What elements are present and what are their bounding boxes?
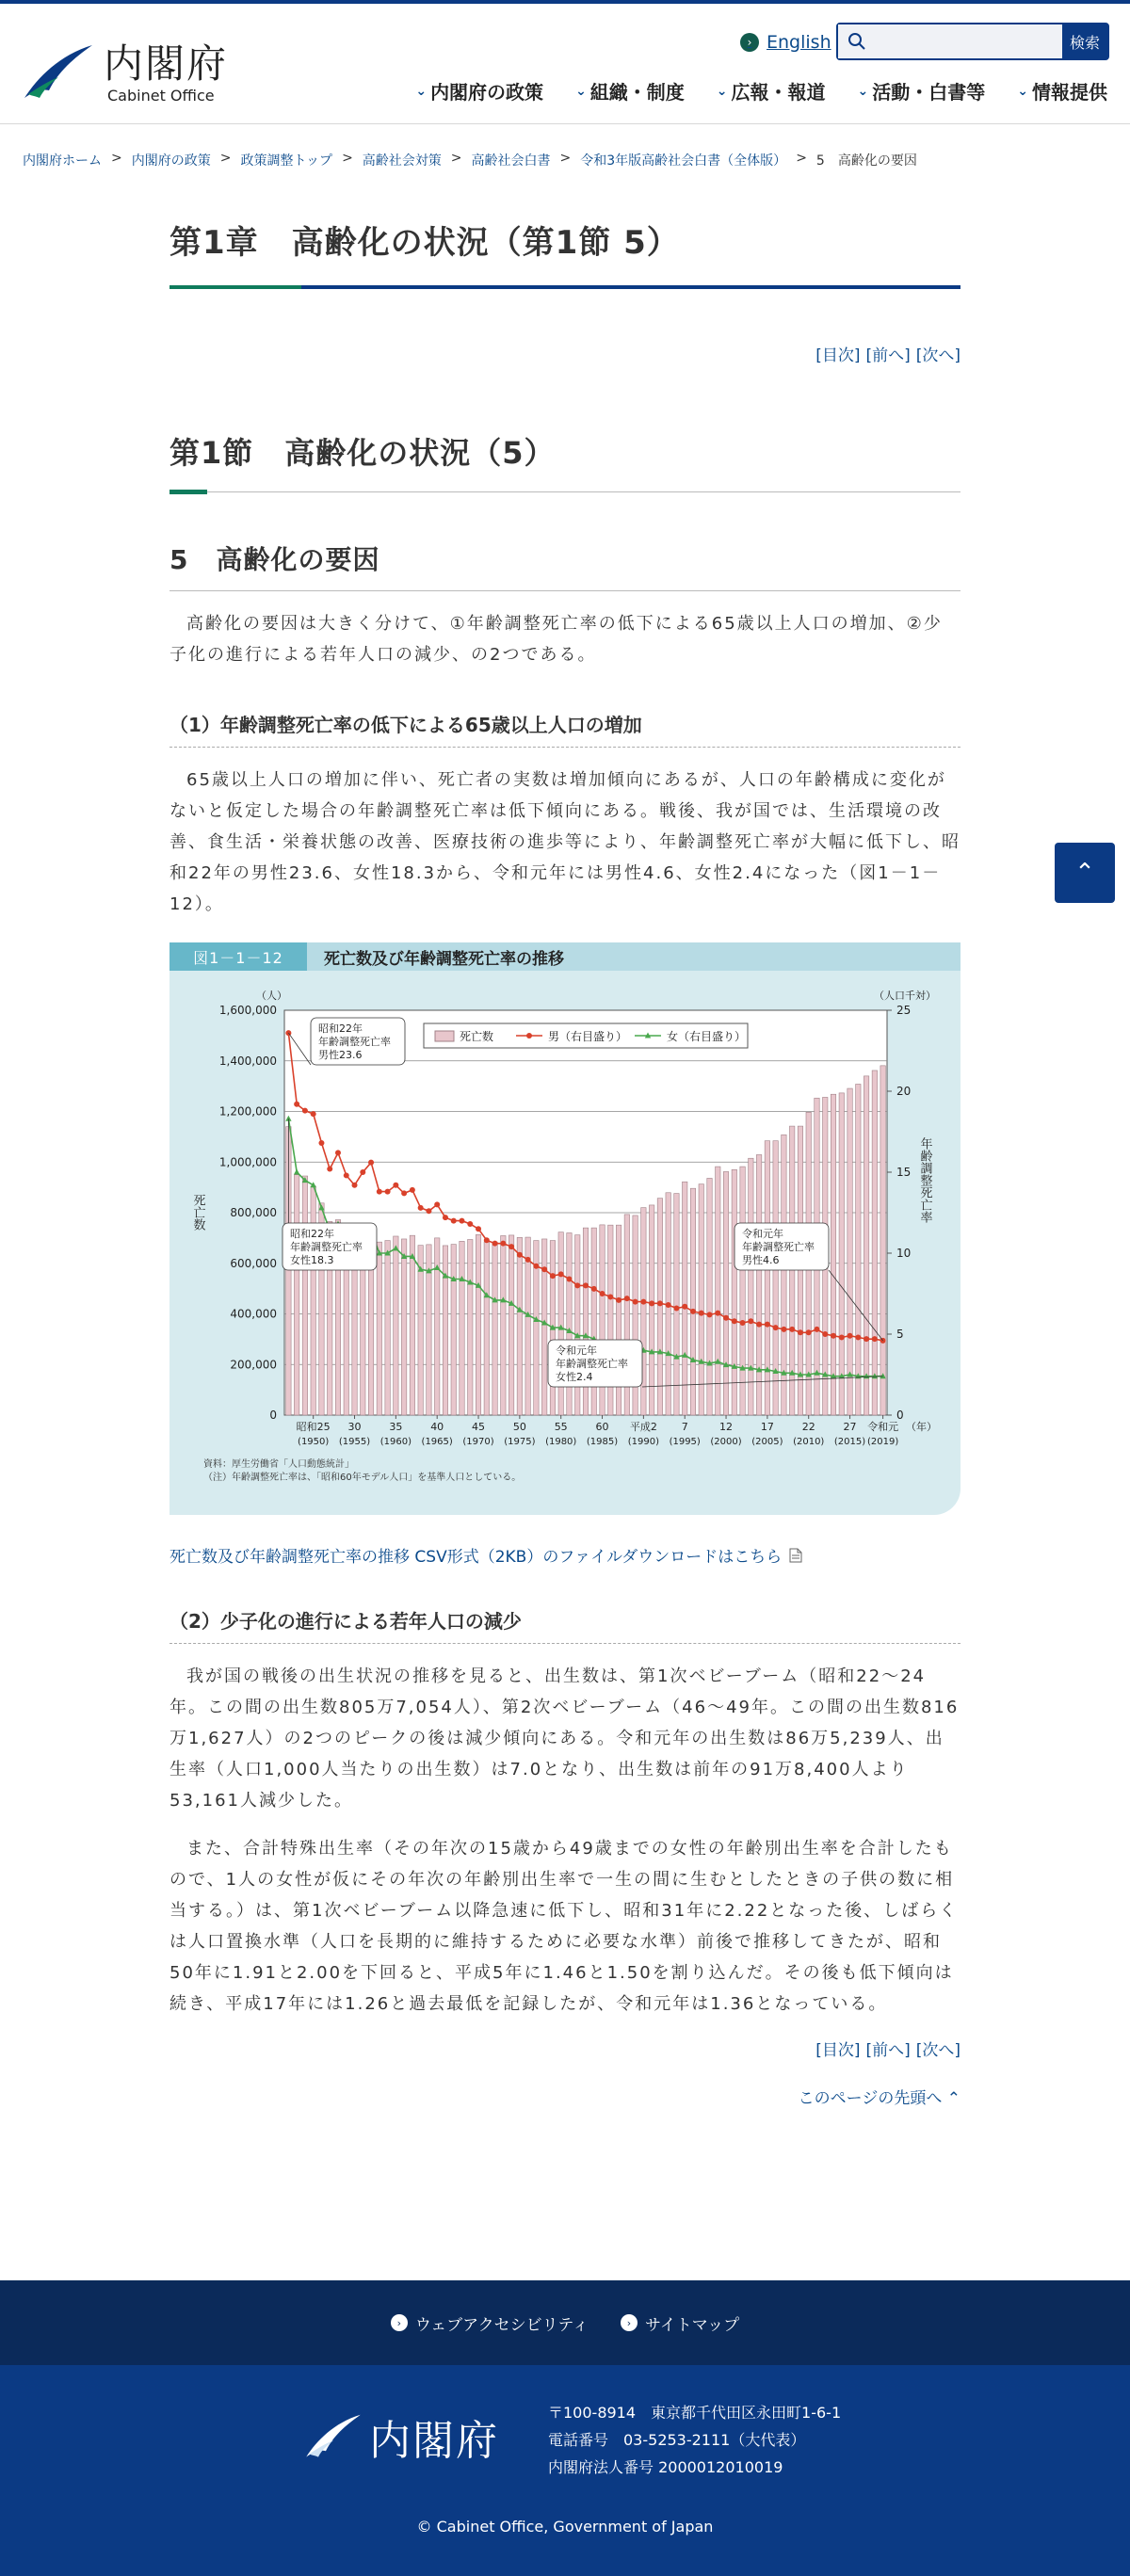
male-rate-point xyxy=(476,1226,481,1232)
x-tick-label-year: (2019) xyxy=(866,1437,899,1447)
annotation-text: 令和元年 xyxy=(556,1344,597,1357)
figure-number: 図1－1－12 xyxy=(170,942,307,971)
chevron-right-icon: › xyxy=(740,33,759,52)
annotation-text: 男性4.6 xyxy=(742,1254,780,1266)
bar-deaths xyxy=(872,1071,877,1415)
nav-item-information[interactable] xyxy=(1017,77,1107,105)
male-rate-point xyxy=(302,1108,308,1114)
annotation-text: 男性23.6 xyxy=(318,1049,363,1061)
footer-phone: 電話番号 03-5253-2111（大代表） xyxy=(548,2431,806,2449)
male-rate-point xyxy=(344,1172,349,1178)
search-icon xyxy=(848,32,866,51)
x-tick-label: 12 xyxy=(719,1421,734,1433)
bar-deaths xyxy=(856,1084,861,1415)
male-rate-point xyxy=(401,1190,407,1196)
male-rate-point xyxy=(666,1302,671,1308)
annotation-text: 年齢調整死亡率 xyxy=(318,1036,391,1048)
bar-deaths xyxy=(649,1205,654,1415)
annotation-text: 年齢調整死亡率 xyxy=(290,1241,363,1253)
male-rate-point xyxy=(864,1336,869,1342)
male-rate-point xyxy=(822,1331,828,1337)
english-link[interactable] xyxy=(740,32,831,53)
male-rate-point xyxy=(814,1327,819,1332)
male-rate-point xyxy=(517,1252,523,1258)
breadcrumb-separator: > xyxy=(342,151,353,166)
male-rate-point xyxy=(616,1297,622,1303)
legend-marker-male xyxy=(526,1033,532,1038)
male-rate-point xyxy=(418,1205,424,1211)
footer-info xyxy=(0,2365,1130,2576)
male-rate-point xyxy=(633,1299,638,1305)
x-tick-label: 45 xyxy=(472,1421,486,1433)
nav-label: 活動・白書等 xyxy=(872,81,986,104)
x-tick-label-year: (1965) xyxy=(421,1437,453,1447)
annotation-text: 年齢調整死亡率 xyxy=(556,1358,628,1370)
male-rate-point xyxy=(806,1329,812,1335)
bar-deaths xyxy=(460,1241,464,1415)
figure-title: 死亡数及び年齢調整死亡率の推移 xyxy=(324,949,564,969)
search-input[interactable] xyxy=(838,24,1062,58)
male-rate-point xyxy=(607,1294,613,1299)
bar-deaths xyxy=(699,1184,703,1415)
global-nav xyxy=(415,77,1107,105)
bar-deaths xyxy=(377,1242,381,1415)
document-icon xyxy=(789,1548,802,1563)
male-rate-point xyxy=(541,1266,547,1272)
footer-corp-number: 内閣府法人番号 2000012010019 xyxy=(548,2458,783,2476)
logo-subtitle: Cabinet Office xyxy=(107,87,215,105)
male-rate-point xyxy=(566,1277,572,1282)
chevron-right-icon: › xyxy=(621,2314,638,2331)
bar-deaths xyxy=(848,1088,852,1415)
y-right-tick-label: 15 xyxy=(896,1166,912,1179)
nav-label: 情報提供 xyxy=(1032,81,1107,104)
male-rate-point xyxy=(393,1183,398,1188)
annotation-text: 昭和22年 xyxy=(290,1228,334,1240)
y-left-tick-label: 1,200,000 xyxy=(218,1104,277,1119)
y-left-tick-label: 800,000 xyxy=(230,1206,277,1219)
bar-deaths xyxy=(410,1235,414,1415)
footer-links xyxy=(0,2280,1130,2365)
x-tick-label-year: (2005) xyxy=(751,1437,783,1447)
figure-note: （注）年齢調整死亡率は、「昭和60年モデル人口」を基準人口としている。 xyxy=(203,1473,522,1483)
footer-logo-text: 内閣府 xyxy=(369,2417,499,2465)
figure-notes xyxy=(203,1458,521,1485)
x-tick-label-year: (2010) xyxy=(793,1437,825,1447)
male-rate-point xyxy=(434,1201,440,1207)
bar-deaths xyxy=(311,1186,315,1415)
chevron-down-icon: ⌄ xyxy=(716,83,728,99)
bar-deaths xyxy=(707,1178,712,1415)
chevron-up-icon: ⌃ xyxy=(946,2089,960,2108)
y-left-unit: （人） xyxy=(256,990,287,1002)
male-rate-point xyxy=(624,1296,630,1301)
next-link[interactable]: [次へ] xyxy=(915,346,960,365)
male-rate-point xyxy=(311,1111,316,1117)
bar-deaths xyxy=(567,1233,572,1416)
nav-label: 広報・報道 xyxy=(731,81,826,104)
toc-link[interactable]: [目次] xyxy=(815,2041,861,2060)
bar-deaths xyxy=(880,1066,885,1415)
item1-heading: （1）年齢調整死亡率の低下による65歳以上人口の増加 xyxy=(170,710,960,748)
x-tick-label-year: (1950) xyxy=(298,1437,330,1447)
bar-deaths xyxy=(394,1236,398,1415)
male-rate-point xyxy=(732,1318,737,1324)
male-rate-point xyxy=(451,1218,457,1224)
male-rate-point xyxy=(492,1241,498,1247)
intro-paragraph: 高齢化の要因は大きく分けて、①年齢調整死亡率の低下による65歳以上人口の増加、②少子化の進行による若年人口の減少、の2つである。 xyxy=(170,614,943,665)
chevron-down-icon: ⌄ xyxy=(415,83,428,99)
back-to-top-link[interactable] xyxy=(799,2089,960,2108)
annotation-text: 年齢調整死亡率 xyxy=(742,1241,815,1253)
bar-deaths xyxy=(558,1232,563,1415)
site-header xyxy=(0,4,1130,124)
legend-label-deaths: 死亡数 xyxy=(460,1030,494,1043)
bar-deaths xyxy=(839,1093,844,1415)
x-tick-label: 17 xyxy=(760,1421,774,1433)
legend-swatch-deaths xyxy=(435,1031,454,1041)
x-tick-label-year: (1975) xyxy=(504,1437,536,1447)
chevron-right-icon: › xyxy=(391,2314,408,2331)
footer-address-block xyxy=(548,2399,841,2481)
breadcrumb-current: 5 高齢化の要因 xyxy=(815,153,917,169)
logo-bird-icon xyxy=(21,40,96,105)
male-rate-point xyxy=(360,1169,365,1175)
male-rate-point xyxy=(715,1311,720,1316)
x-tick-label-year: (1990) xyxy=(627,1437,660,1447)
male-rate-point xyxy=(583,1282,589,1288)
bar-deaths xyxy=(484,1242,489,1415)
chevron-down-icon: ⌄ xyxy=(575,83,587,99)
x-tick-label-year: (1960) xyxy=(379,1437,412,1447)
male-rate-point xyxy=(789,1327,795,1332)
figure-header xyxy=(170,942,960,971)
x-tick-label: 40 xyxy=(430,1421,444,1433)
item2-paragraph-1: 我が国の戦後の出生状況の推移を見ると、出生数は、第1次ベビーブーム（昭和22～24年。この間の出生数805万7,054人）、第2次ベビーブーム（46～49年。この間の出生数816万1,627人）の2つのピークの後は減少傾向にある。令和元年の出生数は86万5,239人、出生率（人口1,000人当たりの出生数）は7.0となり、出生数は前年の91万8,400人より53,161人減少した。 xyxy=(170,1666,960,1811)
subsection-title: 5 高齢化の要因 xyxy=(170,539,960,591)
breadcrumb-link[interactable]: 政策調整トップ xyxy=(240,153,333,169)
bar-deaths xyxy=(674,1194,679,1415)
bar-deaths xyxy=(657,1199,662,1415)
male-rate-point xyxy=(765,1322,770,1328)
male-rate-point xyxy=(377,1189,382,1195)
bar-deaths xyxy=(756,1154,761,1415)
breadcrumb-separator: > xyxy=(796,151,807,166)
nav-label: 内閣府の政策 xyxy=(430,81,544,104)
bar-deaths xyxy=(575,1235,580,1415)
y-left-tick-label: 400,000 xyxy=(230,1307,277,1321)
x-tick-label: 60 xyxy=(595,1421,609,1433)
death-rate-chart xyxy=(179,982,937,1475)
sitemap-link[interactable] xyxy=(621,2311,739,2335)
annotation-text: 令和元年 xyxy=(742,1228,783,1240)
logo-bird-icon xyxy=(303,2410,363,2463)
male-rate-point xyxy=(748,1318,753,1324)
x-tick-label-year: (2015) xyxy=(833,1437,866,1447)
male-rate-point xyxy=(707,1312,713,1317)
male-rate-point xyxy=(831,1333,836,1339)
section-title: 第1節 高齢化の状況（5） xyxy=(170,429,960,492)
breadcrumb-link[interactable]: 高齢社会白書 xyxy=(471,153,551,169)
male-rate-point xyxy=(673,1305,679,1311)
legend-label-female: 女（右目盛り） xyxy=(667,1030,747,1043)
toc-link[interactable]: [目次] xyxy=(815,346,861,365)
male-rate-point xyxy=(285,1030,291,1036)
y-left-tick-label: 1,000,000 xyxy=(218,1155,277,1169)
breadcrumb-link[interactable]: 内閣府ホーム xyxy=(23,153,102,169)
bar-deaths xyxy=(765,1141,769,1415)
male-rate-point xyxy=(872,1336,878,1342)
annotation-text: 女性2.4 xyxy=(556,1371,593,1383)
bar-deaths xyxy=(773,1141,778,1415)
male-rate-point xyxy=(318,1140,324,1146)
bar-deaths xyxy=(864,1076,868,1415)
male-rate-point xyxy=(533,1264,539,1269)
male-rate-point xyxy=(740,1320,746,1326)
bar-deaths xyxy=(682,1182,686,1415)
nav-item-policy[interactable] xyxy=(415,77,543,105)
footer-logo[interactable] xyxy=(303,2407,499,2467)
male-rate-point xyxy=(294,1102,299,1107)
x-tick-label: 平成2 xyxy=(629,1421,657,1433)
bar-deaths xyxy=(732,1169,736,1415)
annotation-text: 昭和22年 xyxy=(318,1022,363,1035)
x-tick-label: 27 xyxy=(843,1421,857,1433)
y-right-tick-label: 10 xyxy=(896,1247,912,1260)
bar-deaths xyxy=(302,1176,307,1415)
male-rate-point xyxy=(385,1189,391,1195)
bar-deaths xyxy=(401,1239,406,1415)
csv-link-label: 死亡数及び年齢調整死亡率の推移 CSV形式（2KB）のファイルダウンロードはこちら xyxy=(170,1548,783,1567)
male-rate-point xyxy=(657,1300,663,1306)
bar-deaths xyxy=(749,1158,753,1415)
y-right-tick-label: 25 xyxy=(896,1004,912,1017)
breadcrumb-link[interactable]: 内閣府の政策 xyxy=(131,153,211,169)
nav-label: 組織・制度 xyxy=(589,81,685,104)
male-rate-point xyxy=(773,1325,779,1330)
male-rate-point xyxy=(756,1322,762,1328)
male-rate-point xyxy=(550,1273,556,1279)
x-tick-label-year: (2000) xyxy=(710,1437,742,1447)
x-tick-label: 55 xyxy=(554,1421,568,1433)
bar-deaths xyxy=(443,1246,447,1415)
x-tick-label-year: (1970) xyxy=(462,1437,494,1447)
male-rate-point xyxy=(640,1299,646,1305)
breadcrumb-separator: > xyxy=(450,151,462,166)
search-button[interactable]: 検索 xyxy=(1062,24,1107,58)
male-rate-point xyxy=(682,1304,687,1310)
next-link[interactable]: [次へ] xyxy=(915,2041,960,2060)
male-rate-point xyxy=(600,1291,605,1296)
x-tick-label-year: (1985) xyxy=(586,1437,619,1447)
male-rate-point xyxy=(848,1333,853,1339)
accessibility-link[interactable] xyxy=(391,2311,589,2335)
male-rate-point xyxy=(699,1311,704,1316)
x-tick-label: 22 xyxy=(801,1421,815,1433)
y-right-tick-label: 5 xyxy=(896,1328,904,1341)
bar-deaths xyxy=(716,1167,720,1415)
main-content xyxy=(170,217,960,2108)
legend-label-male: 男（右目盛り） xyxy=(548,1030,628,1043)
x-tick-label: 50 xyxy=(512,1421,526,1433)
back-to-top-label: このページの先頭へ xyxy=(798,2089,943,2108)
male-rate-point xyxy=(855,1334,861,1340)
nav-item-activities[interactable] xyxy=(858,77,986,105)
male-rate-point xyxy=(484,1237,490,1243)
breadcrumb xyxy=(23,151,917,169)
male-rate-point xyxy=(690,1309,696,1314)
y-right-unit: （人口千対） xyxy=(874,990,936,1002)
male-rate-point xyxy=(574,1282,580,1288)
figure-source: 資料：厚生労働省「人口動態統計」 xyxy=(203,1459,354,1470)
male-rate-point xyxy=(723,1315,729,1321)
y-right-tick-label: 20 xyxy=(896,1085,912,1098)
bar-deaths xyxy=(501,1235,506,1415)
male-rate-point xyxy=(508,1244,514,1249)
male-rate-point xyxy=(352,1183,358,1188)
male-rate-point xyxy=(335,1150,341,1155)
bar-deaths xyxy=(690,1188,695,1415)
nav-item-pr[interactable] xyxy=(717,77,826,105)
bar-deaths xyxy=(492,1242,497,1415)
bar-deaths xyxy=(508,1235,513,1415)
x-tick-label-year: (1995) xyxy=(669,1437,701,1447)
male-rate-point xyxy=(781,1327,786,1332)
male-rate-point xyxy=(649,1300,654,1306)
bar-deaths xyxy=(385,1241,390,1415)
x-tick-label-year: (1955) xyxy=(338,1437,371,1447)
annotation-text: 女性18.3 xyxy=(290,1254,334,1266)
x-tick-label: 35 xyxy=(389,1421,403,1433)
x-tick-label: 令和元 xyxy=(867,1421,899,1433)
prev-link[interactable]: [前へ] xyxy=(865,2041,911,2060)
site-logo[interactable] xyxy=(21,40,228,105)
item2-heading: （2）少子化の進行による若年人口の減少 xyxy=(170,1606,960,1644)
y-left-tick-label: 1,600,000 xyxy=(218,1004,277,1017)
y-left-tick-label: 600,000 xyxy=(230,1256,277,1270)
male-rate-point xyxy=(558,1271,564,1277)
bar-deaths xyxy=(541,1239,546,1415)
footer-link-label: ウェブアクセシビリティ xyxy=(414,2315,589,2335)
breadcrumb-link[interactable]: 令和3年版高齢社会白書（全体版） xyxy=(580,153,787,169)
chevron-up-icon: ⌃ xyxy=(1074,859,1095,887)
male-rate-point xyxy=(368,1160,374,1166)
csv-download-link[interactable] xyxy=(170,1543,960,1567)
x-tick-label: 30 xyxy=(347,1421,362,1433)
copyright: © Cabinet Office, Government of Japan xyxy=(416,2518,714,2536)
y-right-axis-label: 年齢調整死亡率 xyxy=(917,1137,932,1223)
bar-deaths xyxy=(740,1167,745,1415)
footer-address: 〒100-8914 東京都千代田区永田町1-6-1 xyxy=(548,2404,842,2422)
y-left-tick-label: 0 xyxy=(269,1409,277,1422)
prev-link[interactable]: [前へ] xyxy=(865,346,911,365)
pager-top xyxy=(170,342,960,365)
male-rate-point xyxy=(798,1329,803,1335)
bar-deaths xyxy=(723,1171,728,1415)
breadcrumb-separator: > xyxy=(111,151,122,166)
male-rate-point xyxy=(500,1241,506,1247)
male-rate-point xyxy=(467,1221,473,1227)
male-rate-point xyxy=(459,1218,464,1224)
bar-deaths xyxy=(294,1175,299,1415)
bar-deaths xyxy=(517,1237,522,1415)
nav-item-organization[interactable] xyxy=(575,77,685,105)
logo-title: 内閣府 xyxy=(104,40,229,87)
x-tick-label: 昭和25 xyxy=(296,1421,331,1433)
breadcrumb-separator: > xyxy=(559,151,572,166)
male-rate-point xyxy=(327,1167,332,1172)
english-link-label: English xyxy=(767,32,831,53)
male-rate-point xyxy=(410,1187,415,1193)
figure-1-1-12 xyxy=(170,942,960,1515)
scroll-top-button[interactable] xyxy=(1055,843,1115,903)
y-left-axis-label: 死亡数 xyxy=(190,1194,205,1231)
male-rate-point xyxy=(591,1286,597,1292)
male-rate-point xyxy=(426,1208,431,1214)
male-rate-point xyxy=(443,1215,448,1220)
pager-bottom xyxy=(170,2037,960,2060)
male-rate-point xyxy=(525,1257,531,1263)
footer-link-label: サイトマップ xyxy=(644,2315,740,2335)
back-to-top xyxy=(170,2085,960,2108)
search-box xyxy=(836,23,1109,60)
x-tick-label: 7 xyxy=(681,1421,688,1433)
x-unit: （年） xyxy=(906,1421,937,1433)
page-title: 第1章 高齢化の状況（第1節 5） xyxy=(170,217,960,289)
bar-deaths xyxy=(451,1245,456,1415)
bar-deaths xyxy=(476,1234,480,1415)
item1-paragraph: 65歳以上人口の増加に伴い、死亡者の実数は増加傾向にあるが、人口の年齢構成に変化がないと仮定した場合の年齢調整死亡率は低下傾向にある。戦後、我が国では、生活環境の改善、食生活・栄養状態の改善、医療技術の進歩等により、年齢調整死亡率が大幅に低下し、昭和22年の男性23.6、女性18.3から、令和元年には男性4.6、女性2.4になった（図1－1－12）。 xyxy=(170,770,960,914)
bar-deaths xyxy=(525,1237,530,1415)
y-right-tick-label: 0 xyxy=(896,1409,904,1422)
item2-paragraph-2: また、合計特殊出生率（その年次の15歳から49歳までの女性の年齢別出生率を合計したもので、1人の女性が仮にその年次の年齢別出生率で一生の間に生むとしたときの子供の数に相当する。）は、第1次ベビーブーム以降急速に低下し、昭和31年に2.22となった後、しばらくは人口置換水準（人口を長期的に維持するために必要な水準）前後で推移してきたが、昭和50年に1.91と2.00を下回ると、平成5年に1.46と1.50を割り込んだ。その後も低下傾向は続き、平成17年には1.26と過去最低を記録したが、令和元年は1.36となっている。 xyxy=(170,1839,959,2014)
male-rate-point xyxy=(839,1334,845,1340)
y-left-tick-label: 200,000 xyxy=(230,1358,277,1372)
breadcrumb-separator: > xyxy=(219,151,232,166)
breadcrumb-link[interactable]: 高齢社会対策 xyxy=(362,153,442,169)
x-tick-label-year: (1980) xyxy=(545,1437,577,1447)
y-left-tick-label: 1,400,000 xyxy=(218,1054,277,1068)
chevron-down-icon: ⌄ xyxy=(857,83,869,99)
bar-deaths xyxy=(831,1094,835,1415)
bar-deaths xyxy=(468,1239,473,1415)
chevron-down-icon: ⌄ xyxy=(1017,83,1028,99)
